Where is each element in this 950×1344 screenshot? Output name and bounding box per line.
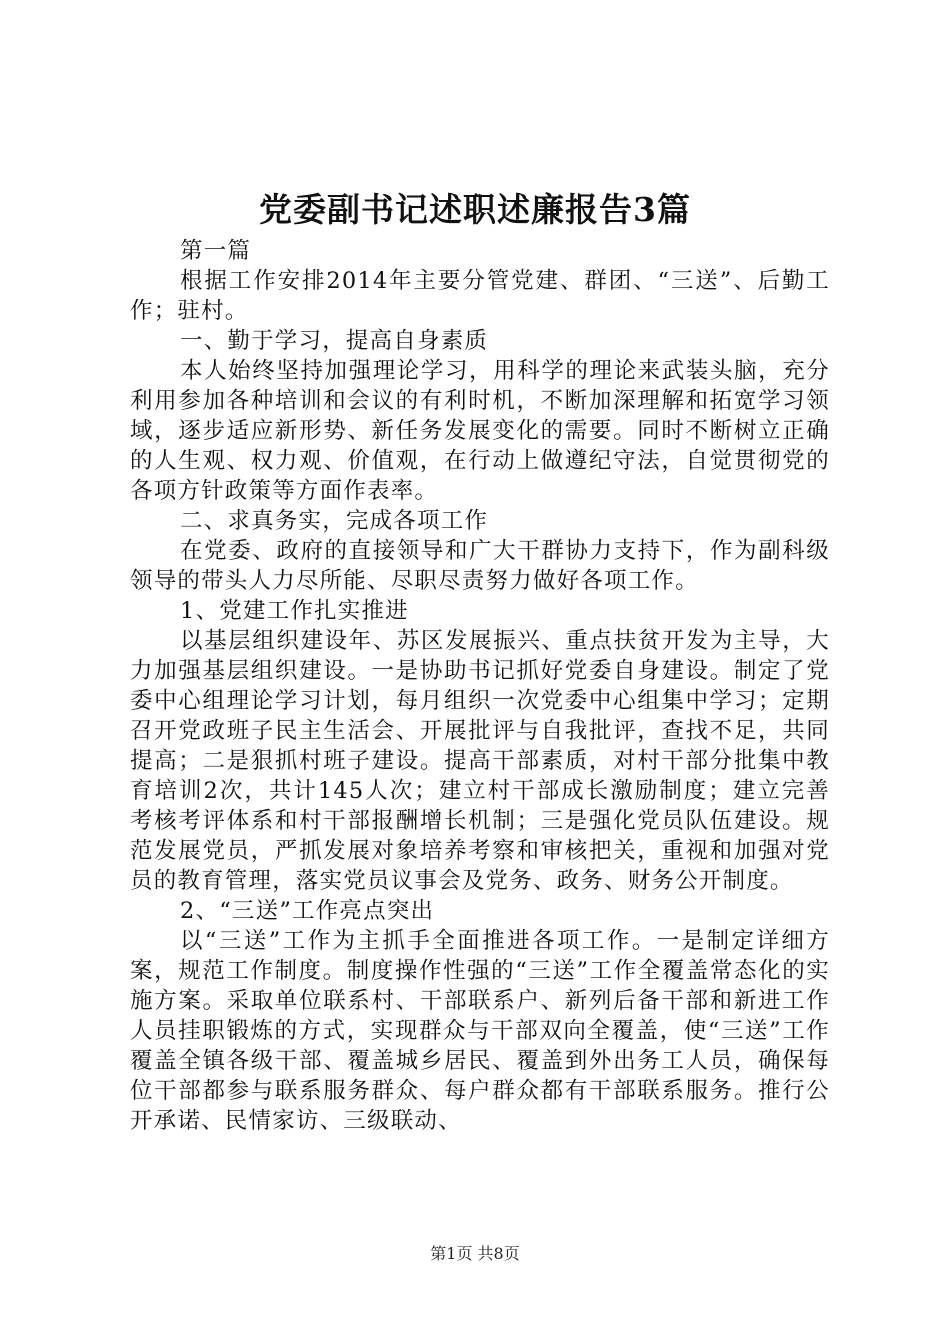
page-footer: 第1页 共8页 bbox=[430, 1244, 520, 1263]
section-heading-part-one: 第一篇 bbox=[180, 238, 252, 264]
section-heading-study: 一、勤于学习，提高自身素质 bbox=[180, 328, 489, 354]
subsection-heading-three-send: 2、“三送”工作亮点突出 bbox=[180, 898, 435, 924]
document-body bbox=[130, 236, 830, 1136]
paragraph-work: 在党委、政府的直接领导和广大干群协力支持下，作为副科级领导的带头人力尽所能、尽职尽责努力做好各项工作。 bbox=[130, 538, 830, 594]
paragraph-party-building: 以基层组织建设年、苏区发展振兴、重点扶贫开发为主导，大力加强基层组织建设。一是协助书记抓好党委自身建设。制定了党委中心组理论学习计划，每月组织一次党委中心组集中学习；定期召开党政班子民主生活会、开展批评与自我批评，查找不足，共同提高；二是狠抓村班子建设。提高干部素质，对村干部分批集中教育培训2次，共计145人次；建立村干部成长激励制度；建立完善考核考评体系和村干部报酬增长机制；三是强化党员队伍建设。规范发展党员，严抓发展对象培养考察和审核把关，重视和加强对党员的教育管理，落实党员议事会及党务、政务、财务公开制度。 bbox=[130, 628, 830, 894]
subsection-heading-party-building: 1、党建工作扎实推进 bbox=[180, 598, 409, 624]
paragraph-intro: 根据工作安排2014年主要分管党建、群团、“三送”、后勤工作；驻村。 bbox=[130, 268, 830, 324]
paragraph-study: 本人始终坚持加强理论学习，用科学的理论来武装头脑，充分利用参加各种培训和会议的有利时机，不断加深理解和拓宽学习领域，逐步适应新形势、新任务发展变化的需要。同时不断树立正确的人生观、权力观、价值观，在行动上做遵纪守法，自觉贯彻党的各项方针政策等方面作表率。 bbox=[130, 358, 830, 504]
paragraph-three-send: 以“三送”工作为主抓手全面推进各项工作。一是制定详细方案，规范工作制度。制度操作性强的“三送”工作全覆盖常态化的实施方案。采取单位联系村、干部联系户、新列后备干部和新进工作人员挂职锻炼的方式，实现群众与干部双向全覆盖，使“三送”工作覆盖全镇各级干部、覆盖城乡居民、覆盖到外出务工人员，确保每位干部都参与联系服务群众、每户群众都有干部联系服务。推行公开承诺、民情家访、三级联动、 bbox=[130, 928, 830, 1134]
section-heading-work: 二、求真务实，完成各项工作 bbox=[180, 508, 489, 534]
document-title: 党委副书记述职述廉报告3篇 bbox=[259, 190, 691, 229]
